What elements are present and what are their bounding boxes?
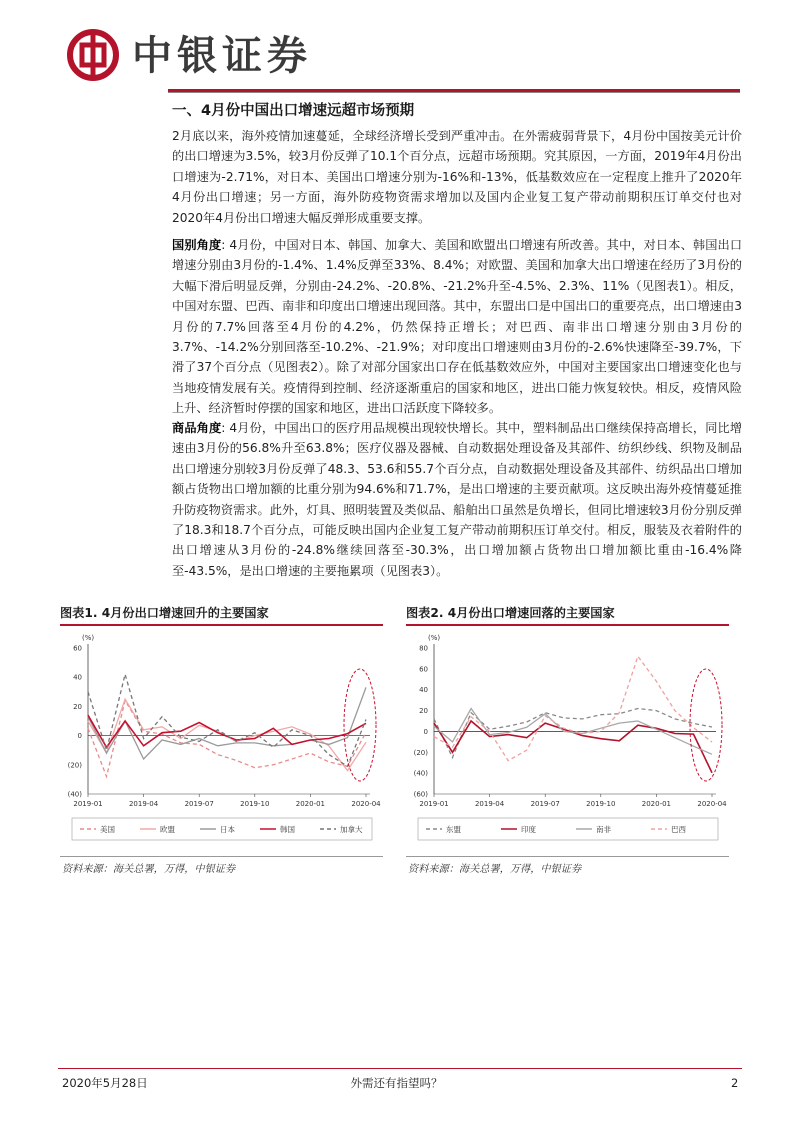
chart2-xtick: 2019-04 xyxy=(474,800,505,808)
chart1-legend-label: 加拿大 xyxy=(340,825,363,834)
chart2-ytick: 80 xyxy=(419,644,428,653)
chart1-legend-label: 日本 xyxy=(220,825,235,834)
chart1-legend-label: 欧盟 xyxy=(160,825,175,834)
chart1-ytick: 60 xyxy=(73,644,82,653)
header-rule-thin xyxy=(168,92,740,93)
footer-date: 2020年5月28日 xyxy=(62,1076,148,1090)
chart2-ytick: (20) xyxy=(413,748,428,757)
paragraph-commodity-label: 商品角度 xyxy=(172,421,222,435)
chart2-xtick: 2019-01 xyxy=(419,800,449,808)
chart1-xtick: 2019-07 xyxy=(184,800,214,808)
chart2-ytick: 0 xyxy=(423,727,428,736)
chart1-legend-label: 美国 xyxy=(100,825,115,834)
chart2-legend-label: 巴西 xyxy=(671,825,686,834)
bank-of-china-logo xyxy=(66,28,120,82)
chart1-series-4 xyxy=(88,674,366,766)
chart2-legend-label: 南非 xyxy=(596,825,611,834)
figure2-bottom-rule xyxy=(406,856,729,857)
chart2-series-1 xyxy=(434,721,712,773)
figure1-source: 资料来源：海关总署，万得，中银证券 xyxy=(62,864,236,875)
chart1-xtick: 2020-01 xyxy=(295,800,326,808)
figure2-title: 图表2. 4月份出口增速回落的主要国家 xyxy=(406,606,615,620)
chart2-ytick: 40 xyxy=(419,686,428,695)
brand-name: 中银证券 xyxy=(132,32,312,79)
chart1-ytick: (20) xyxy=(67,761,82,770)
chart2-legend-label: 东盟 xyxy=(446,825,461,834)
chart1-unit-label: (%) xyxy=(82,634,95,642)
chart2-ytick: (40) xyxy=(413,769,428,778)
chart2-xtick: 2020-01 xyxy=(641,800,672,808)
paragraph-country-text: : 4月份，中国对日本、韩国、加拿大、美国和欧盟出口增速有所改善。其中，对日本、韩国出口增速分别由3月份的-1.4%、1.4%反弹至33%、8.4%；对欧盟、美国和加拿大出口增速在经历了3月份的大幅下滑后明显反弹，分别由-24.2%、-20.8%、-21.2%升至-4.5%、2.3%、11%（见图表1）。相反，中国对东盟、巴西、南非和印度出口增速出现回落。其中，东盟出口是中国出口的重要亮点，出口增速由3月份的7.7%回落至4月份的4.2%，仍然保持正增长；对巴西、南非出口增速分别由3月份的3.7%、-14.2%分别回落至-10.2%、-21.9%；对印度出口增速则由3月份的-2.6%快速降至-39.7%，下滑了37个百分点（见图表2）。除了对部分国家出口存在低基数效应外，中国对主要国家出口增速变化也与当地疫情发展有关。疫情得到控制、经济逐渐重启的国家和地区，进出口能力恢复较快。相反，疫情风险上升、经济暂时停摆的国家和地区，进出口活跃度下降较多。 xyxy=(172,238,743,416)
chart1-series-1 xyxy=(88,699,366,771)
chart2-xtick: 2019-10 xyxy=(586,800,616,808)
figure1-rule xyxy=(60,624,383,626)
chart1-ytick: 20 xyxy=(73,702,82,711)
paragraph-commodity-text: : 4月份，中国出口的医疗用品规模出现较快增长。其中，塑料制品出口继续保持高增长，同比增速由3月份的56.8%升至63.8%；医疗仪器及器械、自动数据处理设备及其部件、纺织纱线、织物及制品出口增速分别较3月份反弹了48.3、53.6和55.7个百分点，自动数据处理设备及其部件、纺织品出口增加额占货物出口增加额的比重分别为94.6%和71.7%，是出口增速的主要贡献项。这反映出海外疫情蔓延推升防疫物资需求。此外，灯具、照明装置及类似品、船舶出口虽然是负增长，但同比增速较3月份分别反弹了18.3和18.7个百分点，可能反映出国内企业复工复产带动前期积压订单交付。相反，服装及衣着附件的出口增速从3月份的-24.8%继续回落至-30.3%，出口增加额占货物出口增加额比重由-16.4%降至-43.5%，是出口增速的主要拖累项（见图表3）。 xyxy=(172,421,743,578)
paragraph-country xyxy=(172,235,742,419)
chart1-legend-label: 韩国 xyxy=(280,825,295,834)
chart1-xtick: 2019-01 xyxy=(73,800,103,808)
page-number: 2 xyxy=(731,1076,739,1090)
chart1-xtick: 2020-04 xyxy=(351,800,381,808)
figure1-chart xyxy=(60,628,383,854)
footer-rule xyxy=(58,1068,742,1069)
paragraph-commodity xyxy=(172,418,742,581)
chart2-legend-label: 印度 xyxy=(521,825,536,834)
chart1-ytick: 40 xyxy=(73,673,82,682)
paragraph-intro: 2月底以来，海外疫情加速蔓延，全球经济增长受到严重冲击。在外需疲弱背景下，4月份中国按美元计价的出口增速为3.5%，较3月份反弹了10.1个百分点，远超市场预期。究其原因，一方面，2019年4月份出口增速为-2.71%，对日本、美国出口增速分别为-16%和-13%，低基数效应在一定程度上推升了2020年4月份出口增速；另一方面，海外防疫物资需求增加以及国内企业复工复产带动前期积压订单交付也对2020年4月份出口增速大幅反弹形成重要支撑。 xyxy=(172,129,742,225)
figure1-title: 图表1. 4月份出口增速回升的主要国家 xyxy=(60,606,269,620)
chart1-series-2 xyxy=(88,687,366,759)
chart2-ytick: 60 xyxy=(419,665,428,674)
figure2-rule xyxy=(406,624,729,626)
chart2-xtick: 2019-07 xyxy=(530,800,560,808)
chart1-ytick: (40) xyxy=(67,790,82,799)
figure2-source: 资料来源：海关总署，万得，中银证券 xyxy=(408,864,582,875)
footer-title: 外需还有指望吗？ xyxy=(350,1076,443,1090)
chart1-xtick: 2019-04 xyxy=(128,800,159,808)
figure2-chart xyxy=(406,628,729,854)
paragraph-country-label: 国别角度 xyxy=(172,238,222,252)
chart2-ytick: (60) xyxy=(413,790,428,799)
chart2-xtick: 2020-04 xyxy=(697,800,727,808)
section-title: 一、4月份中国出口增速远超市场预期 xyxy=(172,103,415,119)
chart2-unit-label: (%) xyxy=(428,634,441,642)
chart1-xtick: 2019-10 xyxy=(240,800,270,808)
figure1-bottom-rule xyxy=(60,856,383,857)
chart1-highlight-ellipse xyxy=(344,669,376,781)
chart1-ytick: 0 xyxy=(77,732,82,741)
chart2-ytick: 20 xyxy=(419,707,428,716)
chart2-series-3 xyxy=(434,656,712,760)
chart2-highlight-ellipse xyxy=(690,669,722,781)
